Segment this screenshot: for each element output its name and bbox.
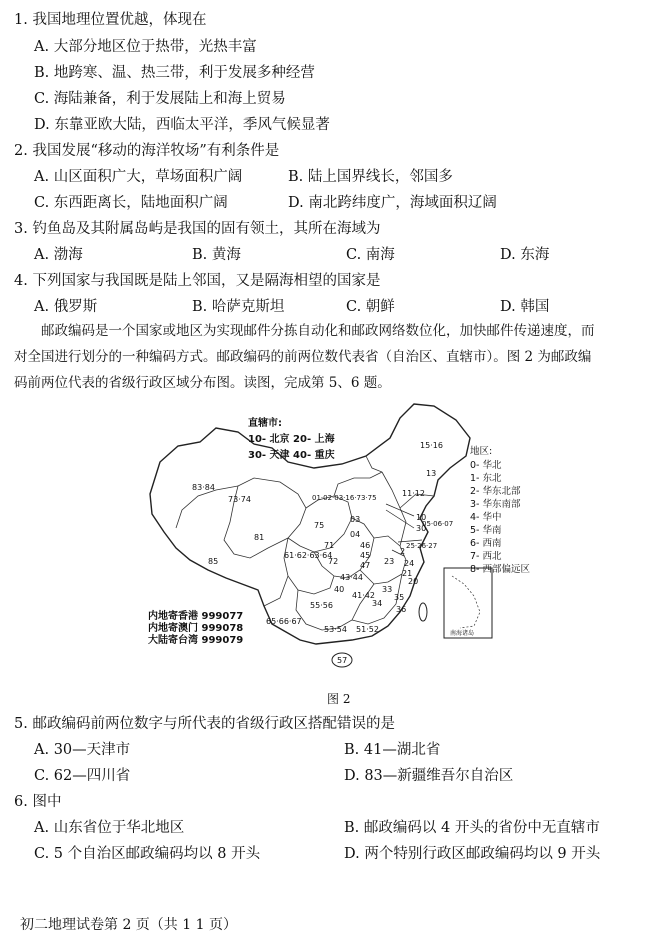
q4-stem: 4. 下列国家与我国既是陆上邻国，又是隔海相望的国家是 xyxy=(14,273,381,289)
q5-option-d: D. 83—新疆维吾尔自治区 xyxy=(344,768,514,784)
q4-option-d: D. 韩国 xyxy=(500,299,550,315)
q6-stem: 6. 图中 xyxy=(14,794,62,810)
code-11-12: 11·12 xyxy=(402,489,425,498)
q6-option-c: C. 5 个自治区邮政编码均以 8 开头 xyxy=(34,846,261,862)
code-81: 81 xyxy=(254,533,265,542)
code-41-42: 41·42 xyxy=(352,591,375,600)
code-35: 35 xyxy=(394,593,405,602)
code-85: 85 xyxy=(208,557,219,566)
region-4: 4- 华中 xyxy=(470,512,502,523)
code-40: 40 xyxy=(334,585,345,594)
q6-option-d: D. 两个特别行政区邮政编码均以 9 开头 xyxy=(344,846,601,862)
q3-option-a: A. 渤海 xyxy=(34,247,83,263)
postal-code-map xyxy=(138,398,534,684)
code-46: 46 xyxy=(360,541,371,550)
region-7: 7- 西北 xyxy=(470,551,502,562)
code-20: 20 xyxy=(408,577,419,586)
passage xyxy=(14,318,656,396)
q4-option-c: C. 朝鲜 xyxy=(346,299,395,315)
region-8: 8- 西部偏远区 xyxy=(470,564,530,575)
taiwan-island xyxy=(419,603,427,621)
q5-option-b: B. 41—湖北省 xyxy=(344,742,441,758)
q1-stem: 1. 我国地理位置优越，体现在 xyxy=(14,12,207,28)
municipalities-title: 直辖市: xyxy=(248,418,282,429)
code-45: 45 xyxy=(360,551,371,560)
passage-line-2: 对全国进行划分的一种编码方式。邮政编码的前两位数代表省（自治区、直辖市）。图 2 为邮政编 xyxy=(14,349,592,365)
code-33: 33 xyxy=(382,585,393,594)
q1-option-c: C. 海陆兼备，利于发展陆上和海上贸易 xyxy=(34,91,286,107)
code-75: 75 xyxy=(314,521,325,530)
code-72: 72 xyxy=(328,557,339,566)
inset-label: 南海诸岛 xyxy=(450,630,475,637)
code-25-26-27: 25·26·27 xyxy=(406,542,438,550)
municipalities-line-1: 10- 北京 20- 上海 xyxy=(248,434,335,445)
region-0: 0- 华北 xyxy=(470,460,502,471)
code-2: 2 xyxy=(400,547,406,556)
q5-stem: 5. 邮政编码前两位数字与所代表的省级行政区搭配错误的是 xyxy=(14,716,395,732)
special-hongkong: 内地寄香港 999077 xyxy=(148,611,244,622)
passage-line-3: 码前两位代表的省级行政区域分布图。读图，完成第 5、6 题。 xyxy=(14,375,391,391)
q3-option-c: C. 南海 xyxy=(346,247,395,263)
q2-option-c: C. 东西距离长，陆地面积广阔 xyxy=(34,195,228,211)
region-title: 地区: xyxy=(470,446,493,457)
region-2: 2- 华东北部 xyxy=(470,486,521,497)
code-73-74: 73·74 xyxy=(228,495,251,504)
q2-option-a: A. 山区面积广大，草场面积广阔 xyxy=(34,169,243,185)
q2-option-b: B. 陆上国界线长，邻国多 xyxy=(288,169,453,185)
code-13: 13 xyxy=(426,469,437,478)
code-36: 36 xyxy=(396,605,407,614)
q2-stem: 2. 我国发展“移动的海洋牧场”有利条件是 xyxy=(14,143,280,159)
code-83-84: 83·84 xyxy=(192,483,215,492)
code-03: 03 xyxy=(350,515,361,524)
passage-line-1: 邮政编码是一个国家或地区为实现邮件分拣自动化和邮政网络数位化，加快邮件传递速度，而 xyxy=(41,323,595,339)
code-24: 24 xyxy=(404,559,415,568)
q6-option-b: B. 邮政编码以 4 开头的省份中无直辖市 xyxy=(344,820,600,836)
q2-option-d: D. 南北跨纬度广，海域面积辽阔 xyxy=(288,195,497,211)
south-china-sea-inset xyxy=(444,568,492,638)
code-30: 30 xyxy=(416,524,427,533)
code-47: 47 xyxy=(360,561,371,570)
region-3: 3- 华东南部 xyxy=(470,499,521,510)
code-10: 10 xyxy=(416,513,427,522)
q6-option-a: A. 山东省位于华北地区 xyxy=(34,820,185,836)
code-01-02-03-16-73-75: 01·02·03·16·73·75 xyxy=(312,494,377,502)
region-1: 1- 东北 xyxy=(470,473,502,484)
code-34: 34 xyxy=(372,599,383,608)
code-71: 71 xyxy=(324,541,335,550)
page-footer: 初二地理试卷第 2 页（共 1 1 页） xyxy=(20,917,237,933)
code-57: 57 xyxy=(337,656,348,665)
code-21: 21 xyxy=(402,569,413,578)
code-61-62-63-64: 61·62·63·64 xyxy=(284,551,333,560)
q5-option-a: A. 30—天津市 xyxy=(34,742,131,758)
municipalities-line-2: 30- 天津 40- 重庆 xyxy=(248,450,335,461)
q3-option-b: B. 黄海 xyxy=(192,247,241,263)
code-55-56: 55·56 xyxy=(310,601,333,610)
q1-option-d: D. 东靠亚欧大陆，西临太平洋，季风气候显著 xyxy=(34,117,330,133)
q1-option-b: B. 地跨寒、温、热三带，利于发展多种经营 xyxy=(34,65,315,81)
q3-stem: 3. 钓鱼岛及其附属岛屿是我国的固有领土，其所在海域为 xyxy=(14,221,381,237)
code-65-66-67: 65·66·67 xyxy=(266,617,302,626)
code-15-16: 15·16 xyxy=(420,441,443,450)
q4-option-b: B. 哈萨克斯坦 xyxy=(192,299,285,315)
special-taiwan: 大陆寄台湾 999079 xyxy=(148,635,244,646)
q4-option-a: A. 俄罗斯 xyxy=(34,299,98,315)
code-04: 04 xyxy=(350,530,361,539)
q3-option-d: D. 东海 xyxy=(500,247,550,263)
code-53-54: 53·54 xyxy=(324,625,347,634)
code-51-52: 51·52 xyxy=(356,625,379,634)
code-05-06-07: 05·06·07 xyxy=(422,520,454,528)
code-23: 23 xyxy=(384,557,395,566)
region-6: 6- 西南 xyxy=(470,538,502,549)
region-5: 5- 华南 xyxy=(470,525,502,536)
special-macau: 内地寄澳门 999078 xyxy=(148,623,244,634)
code-43-44: 43·44 xyxy=(340,573,363,582)
q1-option-a: A. 大部分地区位于热带，光热丰富 xyxy=(34,39,257,55)
q5-option-c: C. 62—四川省 xyxy=(34,768,131,784)
figure-caption: 图 2 xyxy=(327,692,351,706)
